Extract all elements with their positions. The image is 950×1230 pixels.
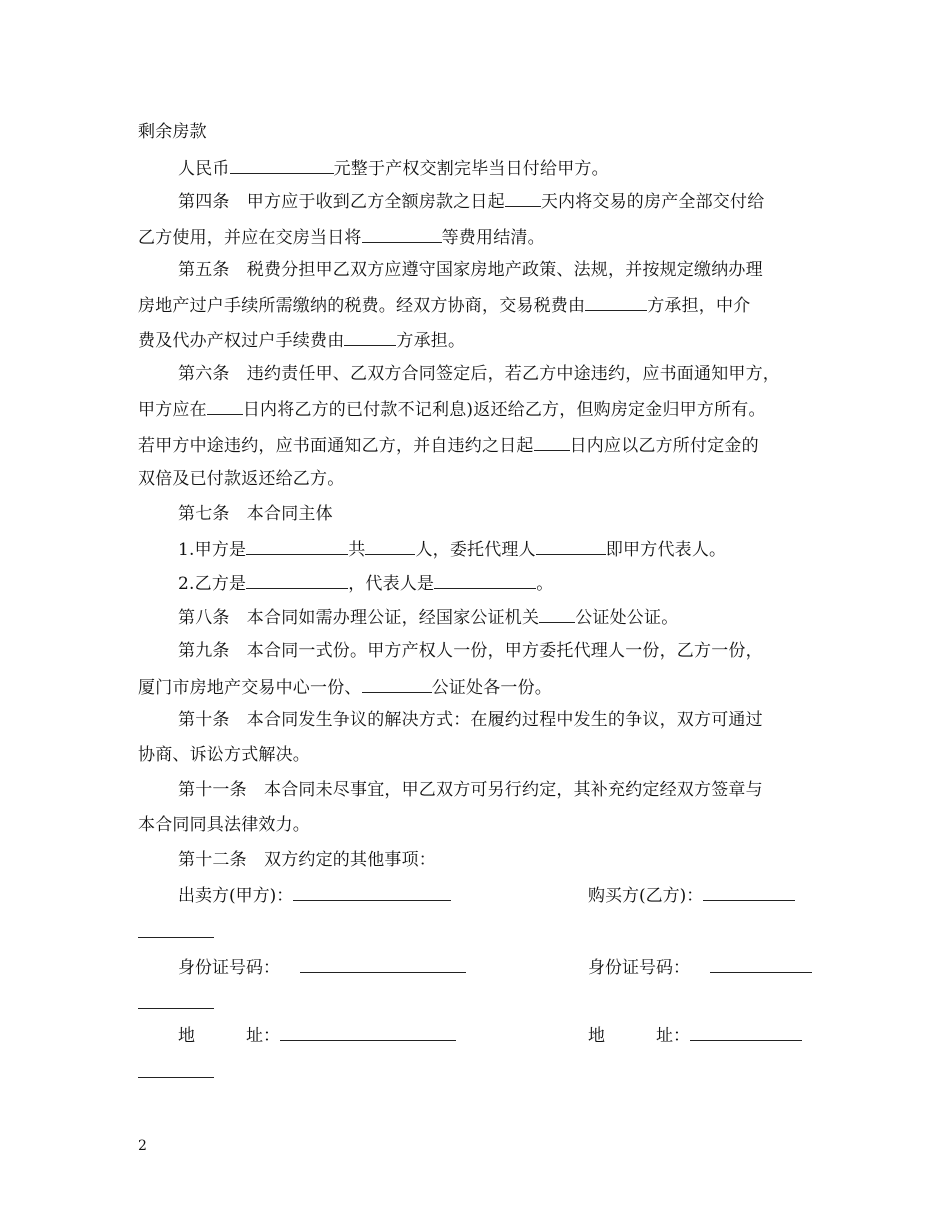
paragraph-line <box>138 674 828 700</box>
blank-field <box>536 536 606 555</box>
text: 1.甲方是 <box>178 540 247 560</box>
text: 公证处公证。 <box>575 608 679 628</box>
text: 。 <box>536 574 554 594</box>
text: 本合同同具法律效力。 <box>138 815 310 835</box>
paragraph-line <box>178 188 868 214</box>
text: 第五条 税费分担甲乙双方应遵守国家房地产政策、法规，并按规定缴纳办理 <box>178 260 763 280</box>
seller-id-label: 身份证号码： <box>178 958 280 978</box>
page-number: 2 <box>138 1138 147 1154</box>
blank-field <box>230 155 334 174</box>
seller-address-row <box>178 1022 456 1048</box>
seller-label-row <box>178 882 451 908</box>
paragraph-line <box>138 120 828 144</box>
text: 第八条 本合同如需办理公证，经国家公证机关 <box>178 608 540 628</box>
blank-field <box>585 292 647 311</box>
text: 第十一条 本合同未尽事宜，甲乙双方可另行约定，其补充约定经双方签章与 <box>178 780 763 800</box>
seller-name-blank <box>293 882 451 901</box>
seller-address-blank <box>280 1022 456 1041</box>
text: 方承担。 <box>396 331 466 351</box>
text: 即甲方代表人。 <box>605 540 727 560</box>
text: 天内将交易的房产全部交付给 <box>540 192 765 212</box>
buyer-id-label: 身份证号码： <box>588 958 690 978</box>
text: 第十条 本合同发生争议的解决方式：在履约过程中发生的争议，双方可通过 <box>178 710 763 730</box>
blank-field <box>434 570 536 589</box>
blank-field <box>362 674 432 693</box>
paragraph-line <box>138 327 828 353</box>
paragraph-line <box>178 570 868 596</box>
text: 房地产过户手续所需缴纳的税费。经双方协商，交易税费由 <box>138 296 586 316</box>
paragraph-line <box>178 536 868 562</box>
paragraph-line <box>138 813 828 837</box>
text: 剩余房款 <box>138 122 207 142</box>
text: 厦门市房地产交易中心一份、 <box>138 678 362 698</box>
buyer-address-row <box>588 1022 802 1048</box>
text: 第九条 本合同一式份。甲方产权人一份，甲方委托代理人一份，乙方一份， <box>178 641 763 661</box>
text: 第四条 甲方应于收到乙方全额房款之日起 <box>178 192 505 212</box>
blank-field <box>246 570 348 589</box>
text: 公证处各一份。 <box>431 678 553 698</box>
text: 甲方应在 <box>138 400 207 420</box>
buyer-address-label: 地 址： <box>588 1026 690 1046</box>
seller-label: 出卖方(甲方)： <box>178 886 294 906</box>
blank-field <box>344 327 396 346</box>
paragraph-line <box>138 432 828 458</box>
text: 人民币 <box>178 159 230 179</box>
buyer-label: 购买方(乙方)： <box>588 886 704 906</box>
buyer-id-blank <box>710 954 812 973</box>
paragraph-line <box>138 396 828 422</box>
blank-field <box>534 432 570 451</box>
paragraph-line <box>178 848 868 872</box>
seller-address-label: 地 址： <box>178 1026 280 1046</box>
text: 第七条 本合同主体 <box>178 504 333 524</box>
paragraph-line <box>178 604 868 630</box>
text: 乙方使用，并应在交房当日将 <box>138 228 362 248</box>
blank-field <box>207 396 243 415</box>
seller-id-blank <box>300 954 466 973</box>
buyer-address-blank <box>690 1022 802 1041</box>
text: 共 <box>348 540 366 560</box>
text: 费及代办产权过户手续费由 <box>138 331 345 351</box>
text: 人，委托代理人 <box>415 540 536 560</box>
paragraph-line <box>138 224 828 250</box>
paragraph-line <box>138 292 828 318</box>
buyer-name-blank <box>703 882 795 901</box>
blank-field <box>362 224 442 243</box>
paragraph-line <box>178 362 868 386</box>
text: 双倍及已付款返还给乙方。 <box>138 469 345 489</box>
paragraph-line <box>178 639 868 663</box>
buyer-id-row <box>588 954 812 980</box>
continuation-blank <box>138 937 214 938</box>
text: 协商、诉讼方式解决。 <box>138 745 310 765</box>
continuation-blank <box>138 1008 214 1009</box>
continuation-blank <box>138 1077 214 1078</box>
blank-field <box>246 536 348 555</box>
text: 日内应以乙方所付定金的 <box>569 436 759 456</box>
paragraph-line <box>178 708 868 732</box>
blank-field <box>365 536 415 555</box>
paragraph-line <box>138 467 828 491</box>
text: 元整于产权交割完毕当日付给甲方。 <box>333 159 609 179</box>
seller-id-row <box>178 954 466 980</box>
blank-field <box>539 604 575 623</box>
paragraph-line <box>178 778 868 802</box>
text: 第六条 违约责任甲、乙双方合同签定后，若乙方中途违约，应书面通知甲方， <box>178 364 780 384</box>
buyer-label-row <box>588 882 795 908</box>
paragraph-line <box>178 155 868 181</box>
text: 等费用结清。 <box>441 228 545 248</box>
text: 方承担，中介 <box>647 296 751 316</box>
paragraph-line <box>178 502 868 526</box>
blank-field <box>505 188 541 207</box>
text: 2.乙方是 <box>178 574 247 594</box>
paragraph-line <box>178 258 868 282</box>
text: 日内将乙方的已付款不记利息)返还给乙方，但购房定金归甲方所有。 <box>242 400 766 420</box>
text: ，代表人是 <box>348 574 435 594</box>
text: 若甲方中途违约，应书面通知乙方，并自违约之日起 <box>138 436 534 456</box>
paragraph-line <box>138 743 828 767</box>
text: 第十二条 双方约定的其他事项： <box>178 850 436 870</box>
